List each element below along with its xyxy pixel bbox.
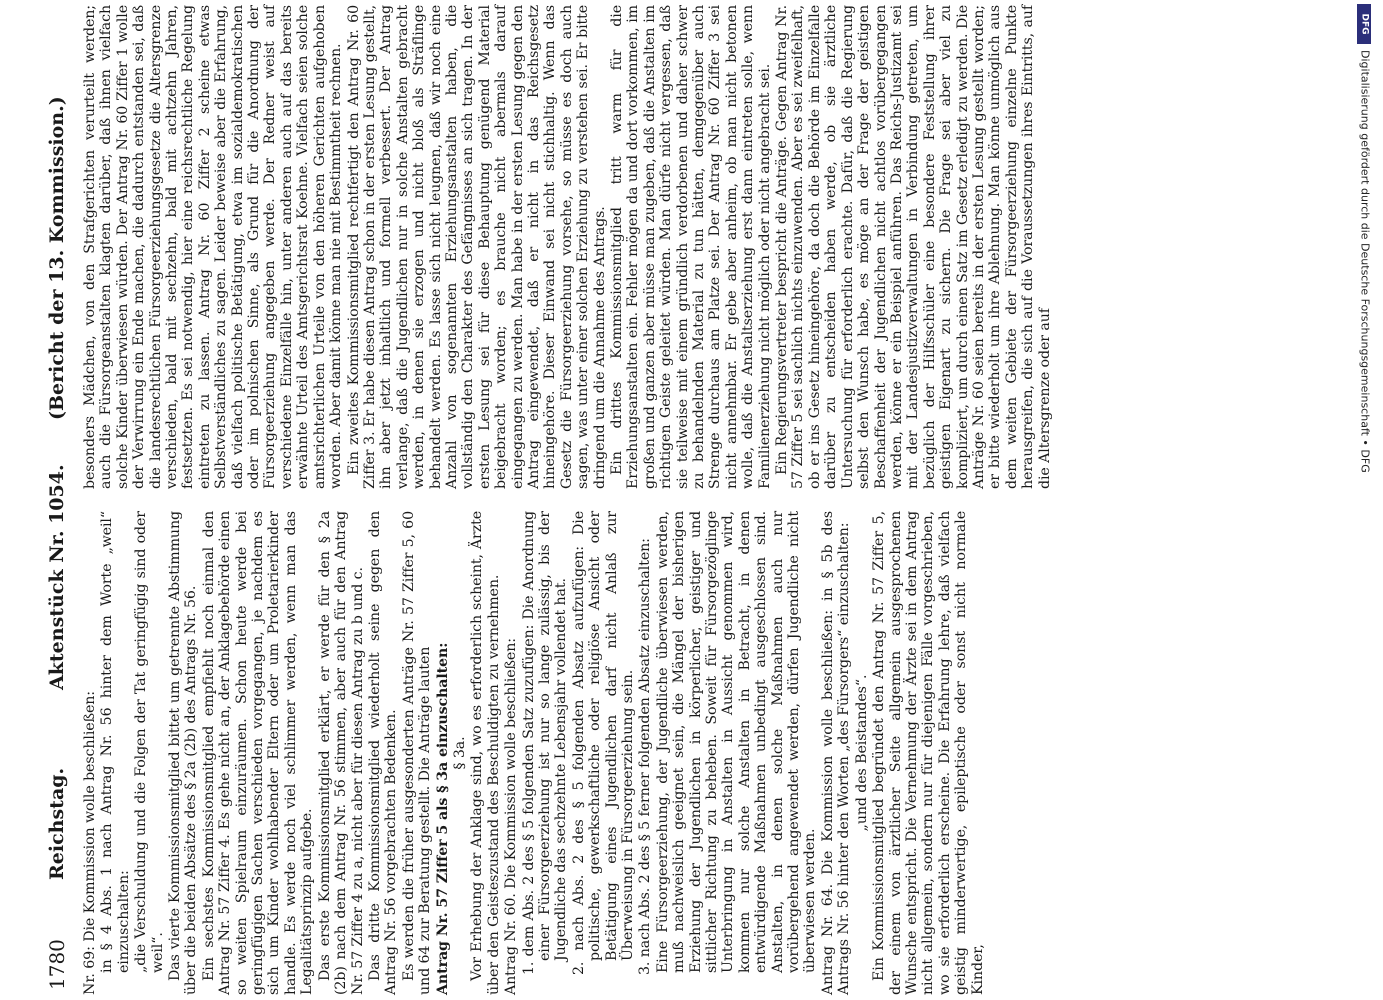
paragraph: „die Verschuldung und die Folgen der Tat geringfügig sind oder weil“. <box>133 511 166 973</box>
paragraph: Das erste Kommissionsmitglied erklärt, er werde für den § 2a (2b) nach dem Antrag Nr. 56 stimmen, aber auch für den Antrag Nr. 57 Ziffer 4 zu a, nicht aber für diesen Antrag zu b und c. <box>316 511 366 995</box>
paragraph: Ein Kommissionsmitglied begründet den Antrag Nr. 57 Ziffer 5, der einem von ärztlicher Seite allgemein ausgesprochenen Wunsche entspricht. Die Vernehmung der Ärzte sei in dem Antrag nicht allgemein, sondern nur für diejenigen Fälle vorgeschrieben, wo sie erforderlich erscheine. Die Erfahrung lehre, daß vielfach geistig minderwertige, epileptische oder sonst nicht normale Kinder, <box>871 511 986 995</box>
funding-sidebar <box>1353 4 1377 996</box>
paragraph: Antrag Nr. 60. Die Kommission wolle beschließen: <box>503 638 520 995</box>
paragraph: Antrag Nr. 57 Ziffer 5 als § 3a einzuschalten: <box>434 642 451 995</box>
paragraph: Ein sechstes Kommissionsmitglied empfiehlt noch einmal den Antrag Nr. 57 Ziffer 4. Es gehe nicht an, der Anklagebehörde einen so weiten Spielraum einzuräumen. Schon heute werde bei geringfügigen Sachen verschieden vorgegangen, je nachdem es sich um Kinder wohlhabender Eltern oder um Proletarierkinder handle. Es werde noch viel schlimmer werden, wenn man das Legalitätsprinzip aufgebe. <box>200 511 316 995</box>
list-item: 1. dem Abs. 2 des § 5 folgenden Satz zuzufügen: Die Anordnung einer Fürsorgeerziehung ist nur so lange zulässig, bis der Jugendliche das sechzehnte Lebensjahr vollendet hat. <box>520 511 570 975</box>
left-column <box>82 511 1042 995</box>
paragraph: Ein Regierungsvertreter bespricht die Anträge. Gegen Antrag Nr. 57 Ziffer 5 sei sachlich nichts einzuwenden. Aber es sei zweifelhaft, ob er ins Gesetz hineingehöre, da doch die Behörde im Einzelfalle darüber zu entscheiden haben werde, ob sie ärztliche Untersuchung für erforderlich erachte. Dafür, daß die Regierung selbst den Wunsch habe, es möge an der Frage der geistigen Beschaffenheit der Jugendlichen nicht achtlos vorübergegangen werden, könne er ein Beispiel anführen. Das Reichs-Justizamt sei mit der Landesjustizverwaltungen in Verbindung getreten, um bezüglich der Hilfsschüler eine besondere Feststellung ihrer geistigen Eigenart zu sichern. Die Frage sei aber viel zu kompliziert, um durch einen Satz im Gesetz erledigt zu werden. Die Anträge Nr. 60 seien bereits in der ersten Lesung gestellt worden; er bitte wiederholt um ihre Ablehnung. Man könne unmöglich aus dem weiten Gebiete der Fürsorgeerziehung einzelne Punkte herausgreifen, die sich auf die Voraussetzungen ihres Eintritts, auf die Altersgrenze oder auf <box>774 5 1053 489</box>
paragraph: „und des Beistandes“. <box>853 674 870 832</box>
document-page <box>40 5 1340 995</box>
right-column <box>82 5 1053 489</box>
paragraph: Das vierte Kommissionsmitglied bittet um getrennte Abstimmung über die beiden Absätze des § 2a (2b) des Antrags Nr. 56. <box>167 511 200 995</box>
paragraph: Ein zweites Kommissionsmitglied rechtfertigt den Antrag Nr. 60 Ziffer 3. Er habe diesen Antrag schon in der ersten Lesung gestellt, ihn aber jetzt inhaltlich und formell verbessert. Der Antrag verlange, daß die Jugendlichen nur in solche Anstalten gebracht werden, in denen sie erzogen und nicht bloß als Sträflinge behandelt werden. Es lasse sich nicht leugnen, daß wir noch eine Anzahl von sogenannten Erziehungsanstalten haben, die vollständig den Charakter des Gefängnisses an sich tragen. In der ersten Lesung sei für diese Behauptung genügend Material beigebracht worden; es brauche nicht abermals darauf eingegangen zu werden. Man habe in der ersten Lesung gegen den Antrag eingewendet, daß er nicht in das Reichsgesetz hineingehöre. Dieser Einwand sei nicht stichhaltig. Wenn das Gesetz die Fürsorgeerziehung vorsehe, so müsse es doch auch sagen, was unter einer solchen Erziehung zu verstehen sei. Er bitte dringend um die Annahme des Antrags. <box>345 5 608 489</box>
paragraph: besonders Mädchen, von den Strafgerichten verurteilt werden; auch die Fürsorgeanstalten klagten darüber, daß ihnen vielfach solche Kinder überwiesen würden. Der Antrag Nr. 60 Ziffer 1 wolle der Verwirrung ein Ende machen, die dadurch entstanden sei, daß die landesrechtlichen Fürsorgeerziehungsgesetze die Altersgrenze verschieden, bald mit sechzehn, bald mit achtzehn Jahren, festsetzten. Es sei notwendig, hier eine reichsrechtliche Regelung eintreten zu lassen. Antrag Nr. 60 Ziffer 2 scheine etwas Selbstverständliches zu sagen. Leider beweise aber die Erfahrung, daß vielfach politische Betätigung, etwa im sozialdemokratischen oder im polnischen Sinne, als Grund für die Anordnung der Fürsorgeerziehung angegeben werde. Der Redner weist auf verschiedene Einzelfälle hin, unter anderen auch auf das bereits erwähnte Urteil des Amtsgerichtsrat Koehne. Vielfach seien solche amtsrichterlichen Urteile von den höheren Gerichten aufgehoben worden. Aber damit könne man nie mit Bestimmtheit rechnen. <box>82 5 345 489</box>
header-left-title: Reichstag. <box>46 767 68 880</box>
list-item: 2. nach Abs. 2 des § 5 folgenden Absatz aufzufügen: Die politische, gewerkschaftliche oder religiöse Ansicht oder Betätigung eines Jugendlichen darf nicht Anlaß zur Überweisung in Fürsorgeerziehung sein. <box>570 511 636 975</box>
paragraph: Antrag Nr. 64. Die Kommission wolle beschließen: in § 5b des Antrags Nr. 56 hinter den Worten „des Fürsorgers“ einzuschalten: <box>819 511 853 995</box>
paragraph: Das dritte Kommissionsmitglied wiederholt seine gegen den Antrag Nr. 56 vorgebrachten Bedenken. <box>366 511 400 995</box>
dfg-logo: DFG <box>1357 4 1371 44</box>
paragraph: in § 4 Abs. 1 nach Antrag Nr. 56 hinter dem Worte „weil“ einzuschalten: <box>99 511 132 973</box>
page-header <box>40 5 74 995</box>
paragraph: Es werden die früher ausgesonderten Anträge Nr. 57 Ziffer 5, 60 und 64 zur Beratung gestellt. Die Anträge lauten <box>400 511 434 995</box>
paragraph: Ein drittes Kommissionsmitglied tritt warm für die Erziehungsanstalten ein. Fehler mögen da und dort vorkommen, im großen und ganzen aber müsse man zugeben, daß die Anstalten im richtigen Geiste geleitet würden. Man dürfe nicht vergessen, daß sie teilweise mit einem gründlich verdorbenen und daher schwer zu behandelnden Material zu tun hätten, demgegenüber auch Strenge durchaus am Platze sei. Der Antrag Nr. 60 Ziffer 3 sei nicht annehmbar. Er gebe aber anheim, ob man nicht betonen wolle, daß die Anstaltserziehung erst dann eintreten solle, wenn Familienerziehung nicht möglich oder nicht angebracht sei. <box>609 5 773 489</box>
list-item: 3. nach Abs. 2 des § 5 ferner folgenden Absatz einzuschalten: <box>637 538 654 975</box>
funding-credit: Digitalisierung gefördert durch die Deutsche Forschungsgemeinschaft • DFG <box>1358 50 1372 473</box>
header-right-title: (Bericht der 13. Kommission.) <box>46 96 68 420</box>
paragraph: Vor Erhebung der Anklage sind, wo es erforderlich scheint, Ärzte über den Geisteszustand des Beschuldigten zu vernehmen. <box>469 511 502 995</box>
paragraph: Eine Fürsorgeerziehung, der Jugendliche überwiesen werden, muß nachweislich geeignet sein, die Mängel der bisherigen Erziehung der Jugendlichen in körperlicher, geistiger und sittlicher Richtung zu beheben. Soweit für Fürsorgezöglinge Unterbringung in Anstalten in Aussicht genommen wird, kommen nur solche Anstalten in Betracht, in denen entwürdigende Maßnahmen unbedingt ausgeschlossen sind. Anstalten, in denen solche Maßnahmen auch nur vorübergehend angewendet werden, dürfen Jugendliche nicht überwiesen werden. <box>654 511 819 973</box>
section-heading: § 3a. <box>451 736 468 770</box>
text-columns <box>82 5 1053 995</box>
header-center-title: Aktenstück Nr. 1054. <box>46 464 68 690</box>
paragraph: Nr. 69: Die Kommission wolle beschließen: <box>82 691 98 995</box>
page-number: 1780 <box>45 939 69 990</box>
